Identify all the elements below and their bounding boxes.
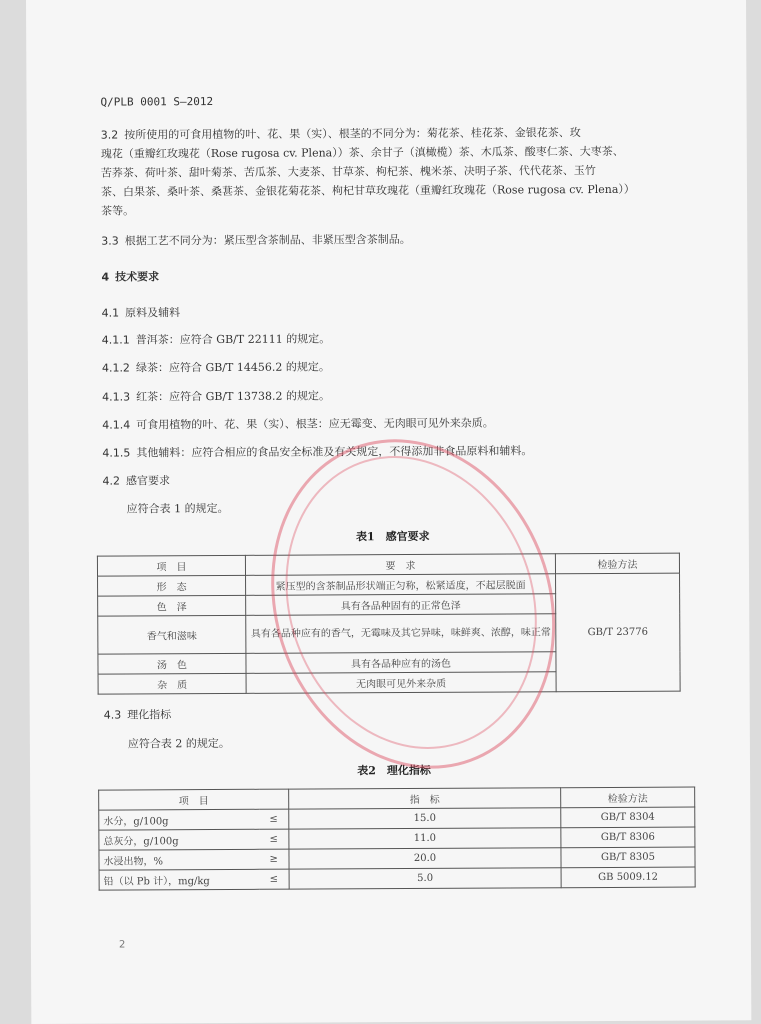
item-cell: 水分，g/100g bbox=[99, 809, 259, 830]
method-cell: GB/T 23776 bbox=[556, 573, 681, 692]
method-cell: GB/T 8306 bbox=[561, 827, 695, 848]
value-cell: 15.0 bbox=[289, 808, 561, 829]
column-header: 项 目 bbox=[99, 789, 289, 810]
requirement-cell: 具有各品种固有的正常色泽 bbox=[246, 594, 556, 616]
operator-cell: ≥ bbox=[259, 849, 289, 869]
section-3-3: 3.3 根据工艺不同分为：紧压型含茶制品、非紧压型含茶制品。 bbox=[101, 232, 411, 248]
section-4-1-heading: 4.1 原料及辅料 bbox=[101, 306, 181, 320]
section-4-2-heading: 4.2 感官要求 bbox=[102, 474, 171, 488]
column-header: 要 求 bbox=[245, 554, 555, 576]
section-4-1-1: 4.1.1 普洱茶：应符合 GB/T 22111 的规定。 bbox=[101, 332, 331, 347]
item-cell: 形 态 bbox=[98, 575, 246, 596]
item-cell: 铅（以 Pb 计），mg/kg bbox=[99, 869, 259, 890]
physicochemical-table bbox=[98, 787, 696, 891]
section-4-1-5: 4.1.5 其他辅料：应符合相应的食品安全标准及有关规定，不得添加非食品原料和辅料。 bbox=[102, 444, 533, 460]
column-header: 检验方法 bbox=[561, 787, 695, 808]
value-cell: 5.0 bbox=[289, 868, 561, 889]
item-cell: 水浸出物，% bbox=[99, 849, 259, 870]
section-4-3-body: 应符合表 2 的规定。 bbox=[127, 736, 230, 751]
requirement-cell: 具有各品种应有的汤色 bbox=[246, 652, 556, 674]
item-cell: 色 泽 bbox=[98, 595, 246, 616]
section-4-3-heading: 4.3 理化指标 bbox=[103, 708, 172, 722]
section-3-2-line: 3.2 按所使用的可食用植物的叶、花、果（实）、根茎的不同分为：菊花茶、桂花茶、金银花茶、玫 bbox=[100, 126, 581, 142]
item-cell: 香气和滋味 bbox=[98, 615, 246, 654]
section-3-2-line: 茶、白果茶、桑叶茶、桑葚茶、金银花菊花茶、枸杞甘草玫瑰花（重瓣红玫瑰花（Rose rugosa cv. Plena）） bbox=[100, 182, 635, 199]
method-cell: GB/T 8305 bbox=[561, 847, 695, 868]
table-1-caption: 表1 感官要求 bbox=[355, 529, 430, 544]
section-4-2-body: 应符合表 1 的规定。 bbox=[126, 501, 229, 516]
column-header: 项 目 bbox=[97, 555, 245, 576]
column-header: 检验方法 bbox=[555, 553, 679, 574]
section-4-heading: 4 技术要求 bbox=[101, 270, 160, 284]
column-header: 指 标 bbox=[289, 788, 561, 809]
document-page bbox=[26, 0, 751, 1024]
table-row bbox=[99, 867, 695, 890]
operator-cell: ≤ bbox=[259, 809, 289, 829]
section-4-1-4: 4.1.4 可食用植物的叶、花、果（实）、根茎：应无霉变、无肉眼可见外来杂质。 bbox=[102, 416, 494, 432]
table-2-caption: 表2 理化指标 bbox=[357, 763, 431, 778]
item-cell: 汤 色 bbox=[98, 653, 246, 674]
section-4-1-2: 4.1.2 绿茶：应符合 GB/T 14456.2 的规定。 bbox=[101, 360, 330, 375]
section-3-2-line: 苦荞茶、荷叶茶、甜叶菊茶、苦瓜茶、大麦茶、甘草茶、枸杞茶、槐米茶、决明子茶、代代花茶、玉竹 bbox=[100, 164, 596, 180]
method-cell: GB/T 8304 bbox=[561, 807, 695, 828]
value-cell: 20.0 bbox=[289, 848, 561, 869]
requirement-cell: 紧压型的含茶制品形状端正匀称，松紧适度，不起层脱面 bbox=[246, 574, 556, 596]
requirement-cell: 具有各品种应有的香气，无霉味及其它异味，味鲜爽、浓醇，味正常 bbox=[246, 614, 556, 654]
item-cell: 总灰分，g/100g bbox=[99, 829, 259, 850]
page-number: 2 bbox=[118, 939, 126, 951]
standard-code: Q/PLB 0001 S—2012 bbox=[100, 95, 214, 109]
value-cell: 11.0 bbox=[289, 828, 561, 849]
section-3-2-line: 茶等。 bbox=[101, 204, 135, 218]
operator-cell: ≤ bbox=[259, 829, 289, 849]
section-3-2-line: 瑰花（重瓣红玫瑰花（Rose rugosa cv. Plena））茶、余甘子（滇橄榄）茶、木瓜茶、酸枣仁茶、大枣茶、 bbox=[100, 144, 624, 161]
section-4-1-3: 4.1.3 红茶：应符合 GB/T 13738.2 的规定。 bbox=[102, 389, 331, 404]
method-cell: GB 5009.12 bbox=[561, 867, 695, 888]
requirement-cell: 无肉眼可见外来杂质 bbox=[246, 672, 556, 694]
section-3-2 bbox=[101, 123, 681, 221]
operator-cell: ≤ bbox=[259, 869, 289, 889]
item-cell: 杂 质 bbox=[98, 673, 246, 694]
